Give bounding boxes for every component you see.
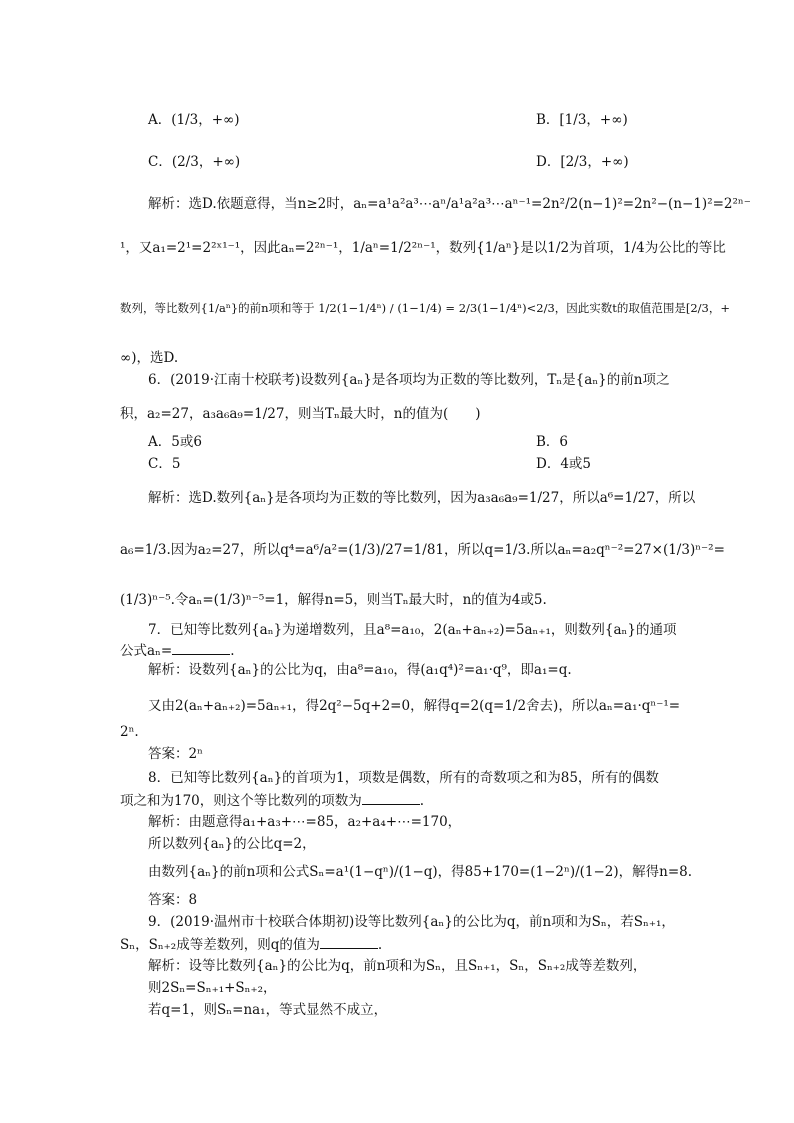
solution-9-line-3: 若q=1，则Sₙ=na₁，等式显然不成立， <box>148 1002 388 1018</box>
question-7-line-1: 7．已知等比数列{aₙ}为递增数列，且a⁸=a₁₀，2(aₙ+aₙ₊₂)=5aₙ₊₁，则数列{aₙ}的通项 <box>148 622 677 638</box>
q6-option-a: A．5或6 <box>148 434 202 450</box>
answer-8: 答案：8 <box>148 892 198 908</box>
answer-blank <box>362 792 420 805</box>
question-8-line-2: 项之和为170，则这个等比数列的项数为 . <box>120 793 425 809</box>
question-8-line-1: 8．已知等比数列{aₙ}的首项为1，项数是偶数，所有的奇数项之和为85，所有的偶数 <box>148 770 659 786</box>
option-d: D．[2/3，+∞) <box>536 154 629 170</box>
q6-option-c: C．5 <box>148 456 181 472</box>
solution-7-line-2: 又由2(aₙ+aₙ₊₂)=5aₙ₊₁，得2q²−5q+2=0，解得q=2(q=1/2舍去)，所以aₙ=a₁·qⁿ⁻¹= <box>148 698 681 714</box>
solution-7-line-1: 解析：设数列{aₙ}的公比为q，由a⁸=a₁₀，得(a₁q⁴)²=a₁·q⁹，即a₁=q. <box>148 662 572 678</box>
option-b: B．[1/3，+∞) <box>536 112 628 128</box>
solution-9-line-1: 解析：设等比数列{aₙ}的公比为q，前n项和为Sₙ，且Sₙ₊₁，Sₙ，Sₙ₊₂成等差数列， <box>148 958 647 974</box>
solution-8-line-1: 解析：由题意得a₁+a₃+⋯=85，a₂+a₄+⋯=170， <box>148 814 462 830</box>
q6-option-d: D．4或5 <box>536 456 592 472</box>
question-9-line-2: Sₙ，Sₙ₊₂成等差数列，则q的值为 . <box>120 937 383 953</box>
question-7-line-2: 公式aₙ= . <box>120 643 235 659</box>
solution-7-line-3: 2ⁿ. <box>120 724 139 740</box>
solution-5-line-2: ¹，又a₁=2¹=2²ˣ¹⁻¹，因此aₙ=2²ⁿ⁻¹，1/aⁿ=1/2²ⁿ⁻¹，数列{1/aⁿ}是以1/2为首项，1/4为公比的等比 <box>120 240 726 256</box>
q9-prompt: Sₙ，Sₙ₊₂成等差数列，则q的值为 <box>120 937 320 953</box>
solution-9-line-2: 则2Sₙ=Sₙ₊₁+Sₙ₊₂， <box>148 980 277 996</box>
solution-8-line-2: 所以数列{aₙ}的公比q=2， <box>148 836 316 852</box>
question-6-line-1: 6．(2019·江南十校联考)设数列{aₙ}是各项均为正数的等比数列，Tₙ是{aₙ}的前n项之 <box>148 372 670 388</box>
q7-prompt: 公式aₙ= <box>120 643 173 659</box>
solution-8-line-3: 由数列{aₙ}的前n项和公式Sₙ=a¹(1−qⁿ)/(1−q)，得85+170=(1−2ⁿ)/(1−2)，解得n=8. <box>148 864 693 880</box>
answer-7: 答案：2ⁿ <box>148 746 203 762</box>
option-c: C．(2/3，+∞) <box>148 154 241 170</box>
answer-blank <box>320 936 378 949</box>
solution-5-line-4: ∞)，选D. <box>120 350 179 366</box>
solution-5-line-1: 解析：选D.依题意得，当n≥2时，aₙ=a¹a²a³⋯aⁿ/a¹a²a³⋯aⁿ⁻¹=2n²/2(n−1)²=2n²−(n−1)²=2²ⁿ⁻ <box>148 196 751 212</box>
solution-5-line-3: 数列，等比数列{1/aⁿ}的前n项和等于 1/2(1−1/4ⁿ) / (1−1/4) = 2/3(1−1/4ⁿ)<2/3，因此实数t的取值范围是[2/3，+ <box>120 301 731 315</box>
q6-option-b: B．6 <box>536 434 569 450</box>
answer-blank <box>172 642 230 655</box>
solution-6-line-2: a₆=1/3.因为a₂=27，所以q⁴=a⁶/a²=(1/3)/27=1/81，所以q=1/3.所以aₙ=a₂qⁿ⁻²=27×(1/3)ⁿ⁻²= <box>120 542 725 558</box>
q8-prompt: 项之和为170，则这个等比数列的项数为 <box>120 793 362 809</box>
solution-6-line-3: (1/3)ⁿ⁻⁵.令aₙ=(1/3)ⁿ⁻⁵=1，解得n=5，则当Tₙ最大时，n的值为4或5. <box>120 592 547 608</box>
question-6-line-2: 积，a₂=27，a₃a₆a₉=1/27，则当Tₙ最大时，n的值为( ) <box>120 406 481 422</box>
option-a: A．(1/3，+∞) <box>148 112 240 128</box>
question-9-line-1: 9．(2019·温州市十校联合体期初)设等比数列{aₙ}的公比为q，前n项和为Sₙ，若Sₙ₊₁， <box>148 914 675 930</box>
solution-6-line-1: 解析：选D.数列{aₙ}是各项均为正数的等比数列，因为a₃a₆a₉=1/27，所以a⁶=1/27，所以 <box>148 490 696 506</box>
